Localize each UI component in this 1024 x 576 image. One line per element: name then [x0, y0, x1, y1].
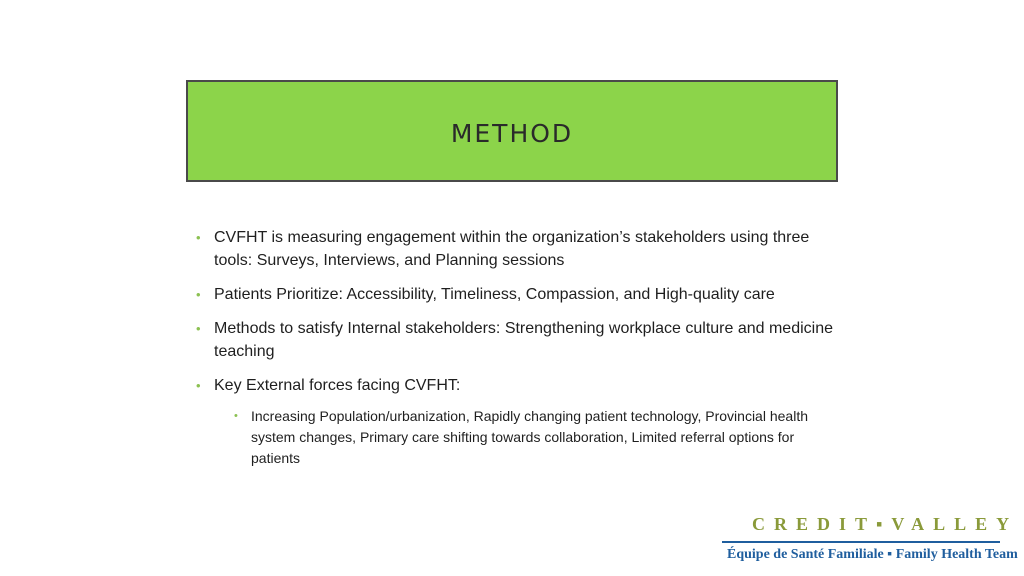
bullet-item	[196, 317, 836, 363]
logo-tagline: Équipe de Santé Familiale ▪ Family Health Team	[727, 547, 1018, 562]
title-banner	[186, 80, 838, 182]
bullet-text: Key External forces facing CVFHT:	[214, 377, 461, 394]
logo-wordmark: CREDIT▪VALLEY	[752, 514, 1019, 534]
slide-title: METHOD	[450, 118, 574, 148]
bullet-item	[196, 283, 836, 306]
sub-bullet-item	[234, 406, 836, 469]
bullet-list	[196, 226, 836, 469]
slide-content	[196, 226, 836, 480]
logo-divider	[722, 541, 1000, 543]
bullet-item	[196, 226, 836, 272]
sub-bullet-text: Increasing Population/urbanization, Rapidly changing patient technology, Provincial health system changes, Primary care shifting towards collaboration, Limited referral options for patients	[251, 408, 808, 466]
sub-bullet-list	[214, 406, 836, 469]
bullet-item	[196, 374, 836, 469]
bullet-dot-icon: •	[234, 410, 238, 422]
bullet-text: CVFHT is measuring engagement within the organization’s stakeholders using three tools: Surveys, Interviews, and Planning sessions	[214, 229, 810, 269]
bullet-dot-icon: •	[196, 378, 201, 393]
bullet-dot-icon: •	[196, 287, 201, 302]
bullet-text: Patients Prioritize: Accessibility, Timeliness, Compassion, and High-quality care	[214, 286, 775, 303]
credit-valley-logo	[722, 514, 1019, 570]
bullet-dot-icon: •	[196, 321, 201, 336]
bullet-dot-icon: •	[196, 230, 201, 245]
bullet-text: Methods to satisfy Internal stakeholders: Strengthening workplace culture and medicine teaching	[214, 320, 834, 360]
